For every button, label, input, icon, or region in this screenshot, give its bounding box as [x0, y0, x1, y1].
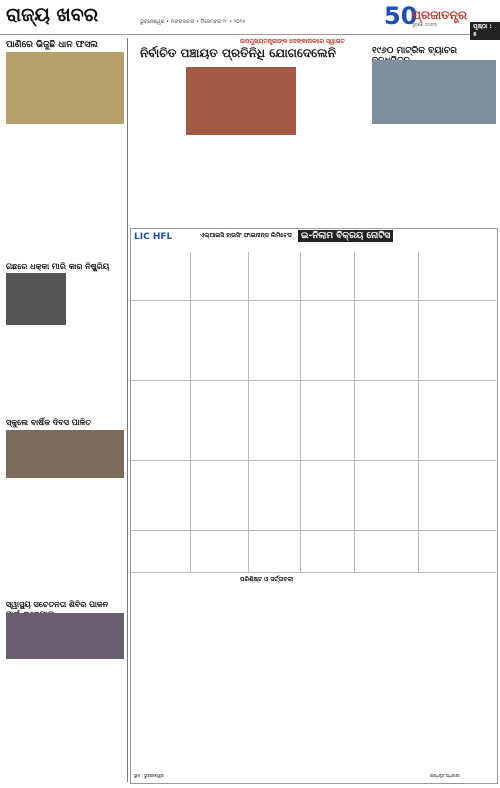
logo-tagline: ସୁବର୍ଣ୍ଣ ଜୟନ୍ତୀ: [412, 22, 438, 27]
car-headline: ଗଛରେ ଧକ୍କା ମାରି କାର ନିଷ୍କ୍ରିୟ: [6, 262, 110, 271]
reunion-photo: [372, 60, 496, 124]
notice-col-borrower: [194, 256, 246, 566]
paddy-body-col1: [6, 128, 64, 256]
car-body: [70, 273, 124, 373]
notice-col-serial: [134, 256, 188, 566]
seminar-photo: [6, 613, 124, 659]
notice-col-reserve: [358, 256, 416, 566]
page-number: ପୃଷ୍ଠା : ୫: [470, 22, 500, 40]
school-headline: ସ୍କୁଲେ ବାର୍ଷିକ ଦିବସ ପାଳିତ: [6, 418, 92, 427]
main-kicker: ଉପମୁଖ୍ୟମନ୍ତ୍ରୀଙ୍କ ଦେଙ୍କାନାଳରେ ସ୍ୱାଗତ: [240, 38, 345, 45]
school-photo: [6, 430, 124, 478]
footer-officer: ପ୍ରାଧିକୃତ ଅଧିକାରୀ: [430, 773, 460, 778]
main-photo: [186, 67, 296, 135]
dateline: ଭୁବନେଶ୍ୱର • ମଙ୍ଗଳବାର • ଡିସେମ୍ବର ୨୯ • ୨୦୨୫: [140, 19, 246, 25]
notice-col-property: [304, 256, 352, 566]
main-body-col1: [132, 67, 184, 222]
auction-title: ଇ-ନିଲାମ ବିକ୍ରୟ ନୋଟିସ: [298, 230, 393, 242]
terms-body: [134, 586, 492, 770]
logo-name: ପ୍ରଜାତନ୍ତ୍ର: [412, 8, 468, 22]
paddy-photo: [6, 52, 124, 124]
notice-col-demand: [252, 256, 298, 566]
grid-line: [130, 572, 496, 573]
main-headline: ନିର୍ବାଚିତ ପଞ୍ଚାୟତ ପ୍ରତିନିଧି ଯୋଗଦେଲେନି: [140, 46, 336, 60]
main-body-col2: [300, 67, 360, 222]
section-title: ରାଜ୍ୟ ଖବର: [6, 4, 99, 26]
car-photo: [6, 273, 66, 325]
paddy-body-col2: [66, 128, 124, 256]
logo-number: 50: [384, 2, 418, 30]
column-rule: [127, 38, 128, 782]
terms-heading: ପରିଶିଷ୍ଟ ଓ ସର୍ତ୍ତାବଳୀ: [240, 576, 294, 583]
reunion-headline: ୧୯୬୦ ମାଟ୍ରିକ ବ୍ୟାଚର: [372, 46, 457, 56]
notice-col-date: [422, 256, 494, 566]
reunion-body: [372, 128, 496, 222]
lic-logo: LIC HFL: [134, 232, 173, 242]
seminar-headline: ସ୍ୱାସ୍ଥ୍ୟ ସଚେତନତା ଶିବିର ପାଳନ: [6, 600, 109, 609]
paddy-headline: ପାଣିରେ ଭିଜୁଛି ଧାନ ଫସଲ: [6, 40, 99, 50]
company-name: ଏଲ୍ଆଇସି ହାଉସିଂ ଫାଇନାନ୍ସ ଲିମିଟେଡ: [200, 232, 293, 239]
footer-place: ସ୍ଥାନ : ଭୁବନେଶ୍ୱର: [134, 773, 164, 778]
